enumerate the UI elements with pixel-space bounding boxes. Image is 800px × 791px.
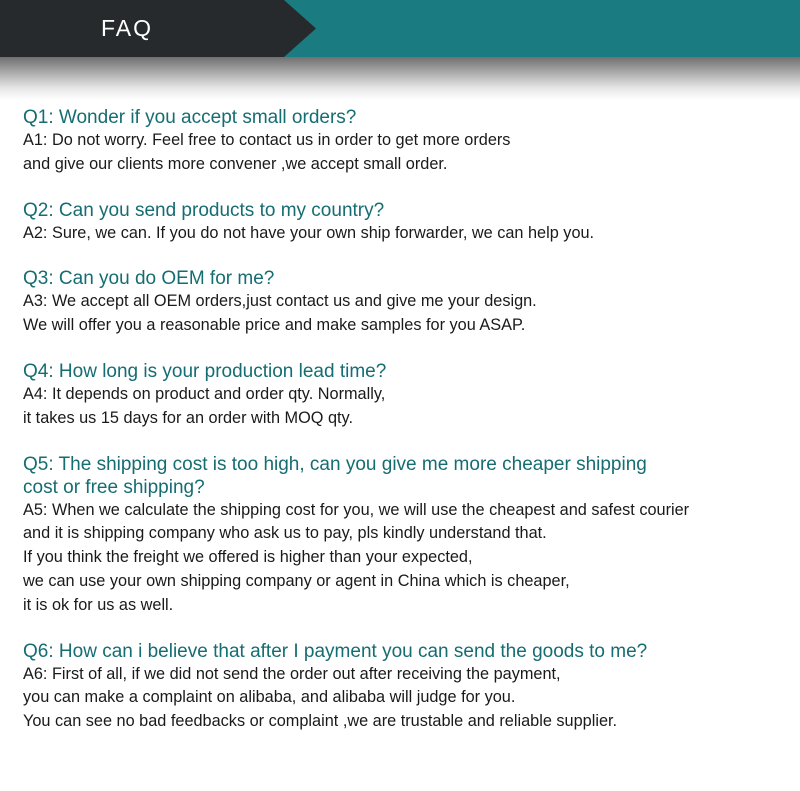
faq-question-continued: cost or free shipping?	[23, 476, 205, 498]
faq-item-6	[23, 640, 798, 734]
faq-item-1	[23, 106, 798, 177]
faq-answer-line: it takes us 15 days for an order with MOQ qty.	[23, 408, 353, 427]
faq-answer-line: A3: We accept all OEM orders,just contact us and give me your design.	[23, 292, 537, 311]
faq-answer-line: If you think the freight we offered is higher than your expected,	[23, 548, 473, 567]
faq-answer-line: you can make a complaint on alibaba, and alibaba will judge for you.	[23, 688, 516, 707]
faq-list	[23, 106, 798, 756]
faq-answer-line: it is ok for us as well.	[23, 595, 174, 614]
faq-question: Q6: How can i believe that after I payment you can send the goods to me?	[23, 640, 648, 662]
faq-question: Q5: The shipping cost is too high, can you give me more cheaper shipping	[23, 453, 647, 475]
faq-answer-line: and give our clients more convener ,we accept small order.	[23, 154, 448, 173]
faq-answer-line: We will offer you a reasonable price and make samples for you ASAP.	[23, 316, 526, 335]
faq-answer-line: A1: Do not worry. Feel free to contact us in order to get more orders	[23, 131, 511, 149]
faq-answer-line: A6: First of all, if we did not send the order out after receiving the payment,	[23, 664, 561, 683]
faq-question: Q4: How long is your production lead time?	[23, 360, 387, 382]
faq-item-4	[23, 360, 798, 431]
page-title: FAQ	[101, 15, 154, 41]
faq-answer-line: You can see no bad feedbacks or complaint ,we are trustable and reliable supplier.	[23, 712, 618, 731]
faq-item-2	[23, 199, 798, 246]
faq-answer-line: and it is shipping company who ask us to pay, pls kindly understand that.	[23, 524, 547, 543]
faq-question: Q1: Wonder if you accept small orders?	[23, 107, 357, 128]
header-teal-band	[284, 0, 800, 57]
faq-question: Q3: Can you do OEM for me?	[23, 268, 275, 290]
faq-item-3	[23, 267, 798, 338]
faq-answer-line: A2: Sure, we can. If you do not have your own ship forwarder, we can help you.	[23, 223, 595, 242]
faq-item-5	[23, 453, 798, 618]
faq-question: Q2: Can you send products to my country?	[23, 199, 385, 221]
faq-answer-line: A5: When we calculate the shipping cost for you, we will use the cheapest and safest courier	[23, 500, 690, 519]
faq-answer-line: A4: It depends on product and order qty. Normally,	[23, 384, 386, 403]
faq-answer-line: we can use your own shipping company or agent in China which is cheaper,	[23, 571, 570, 590]
faq-header	[0, 0, 800, 100]
